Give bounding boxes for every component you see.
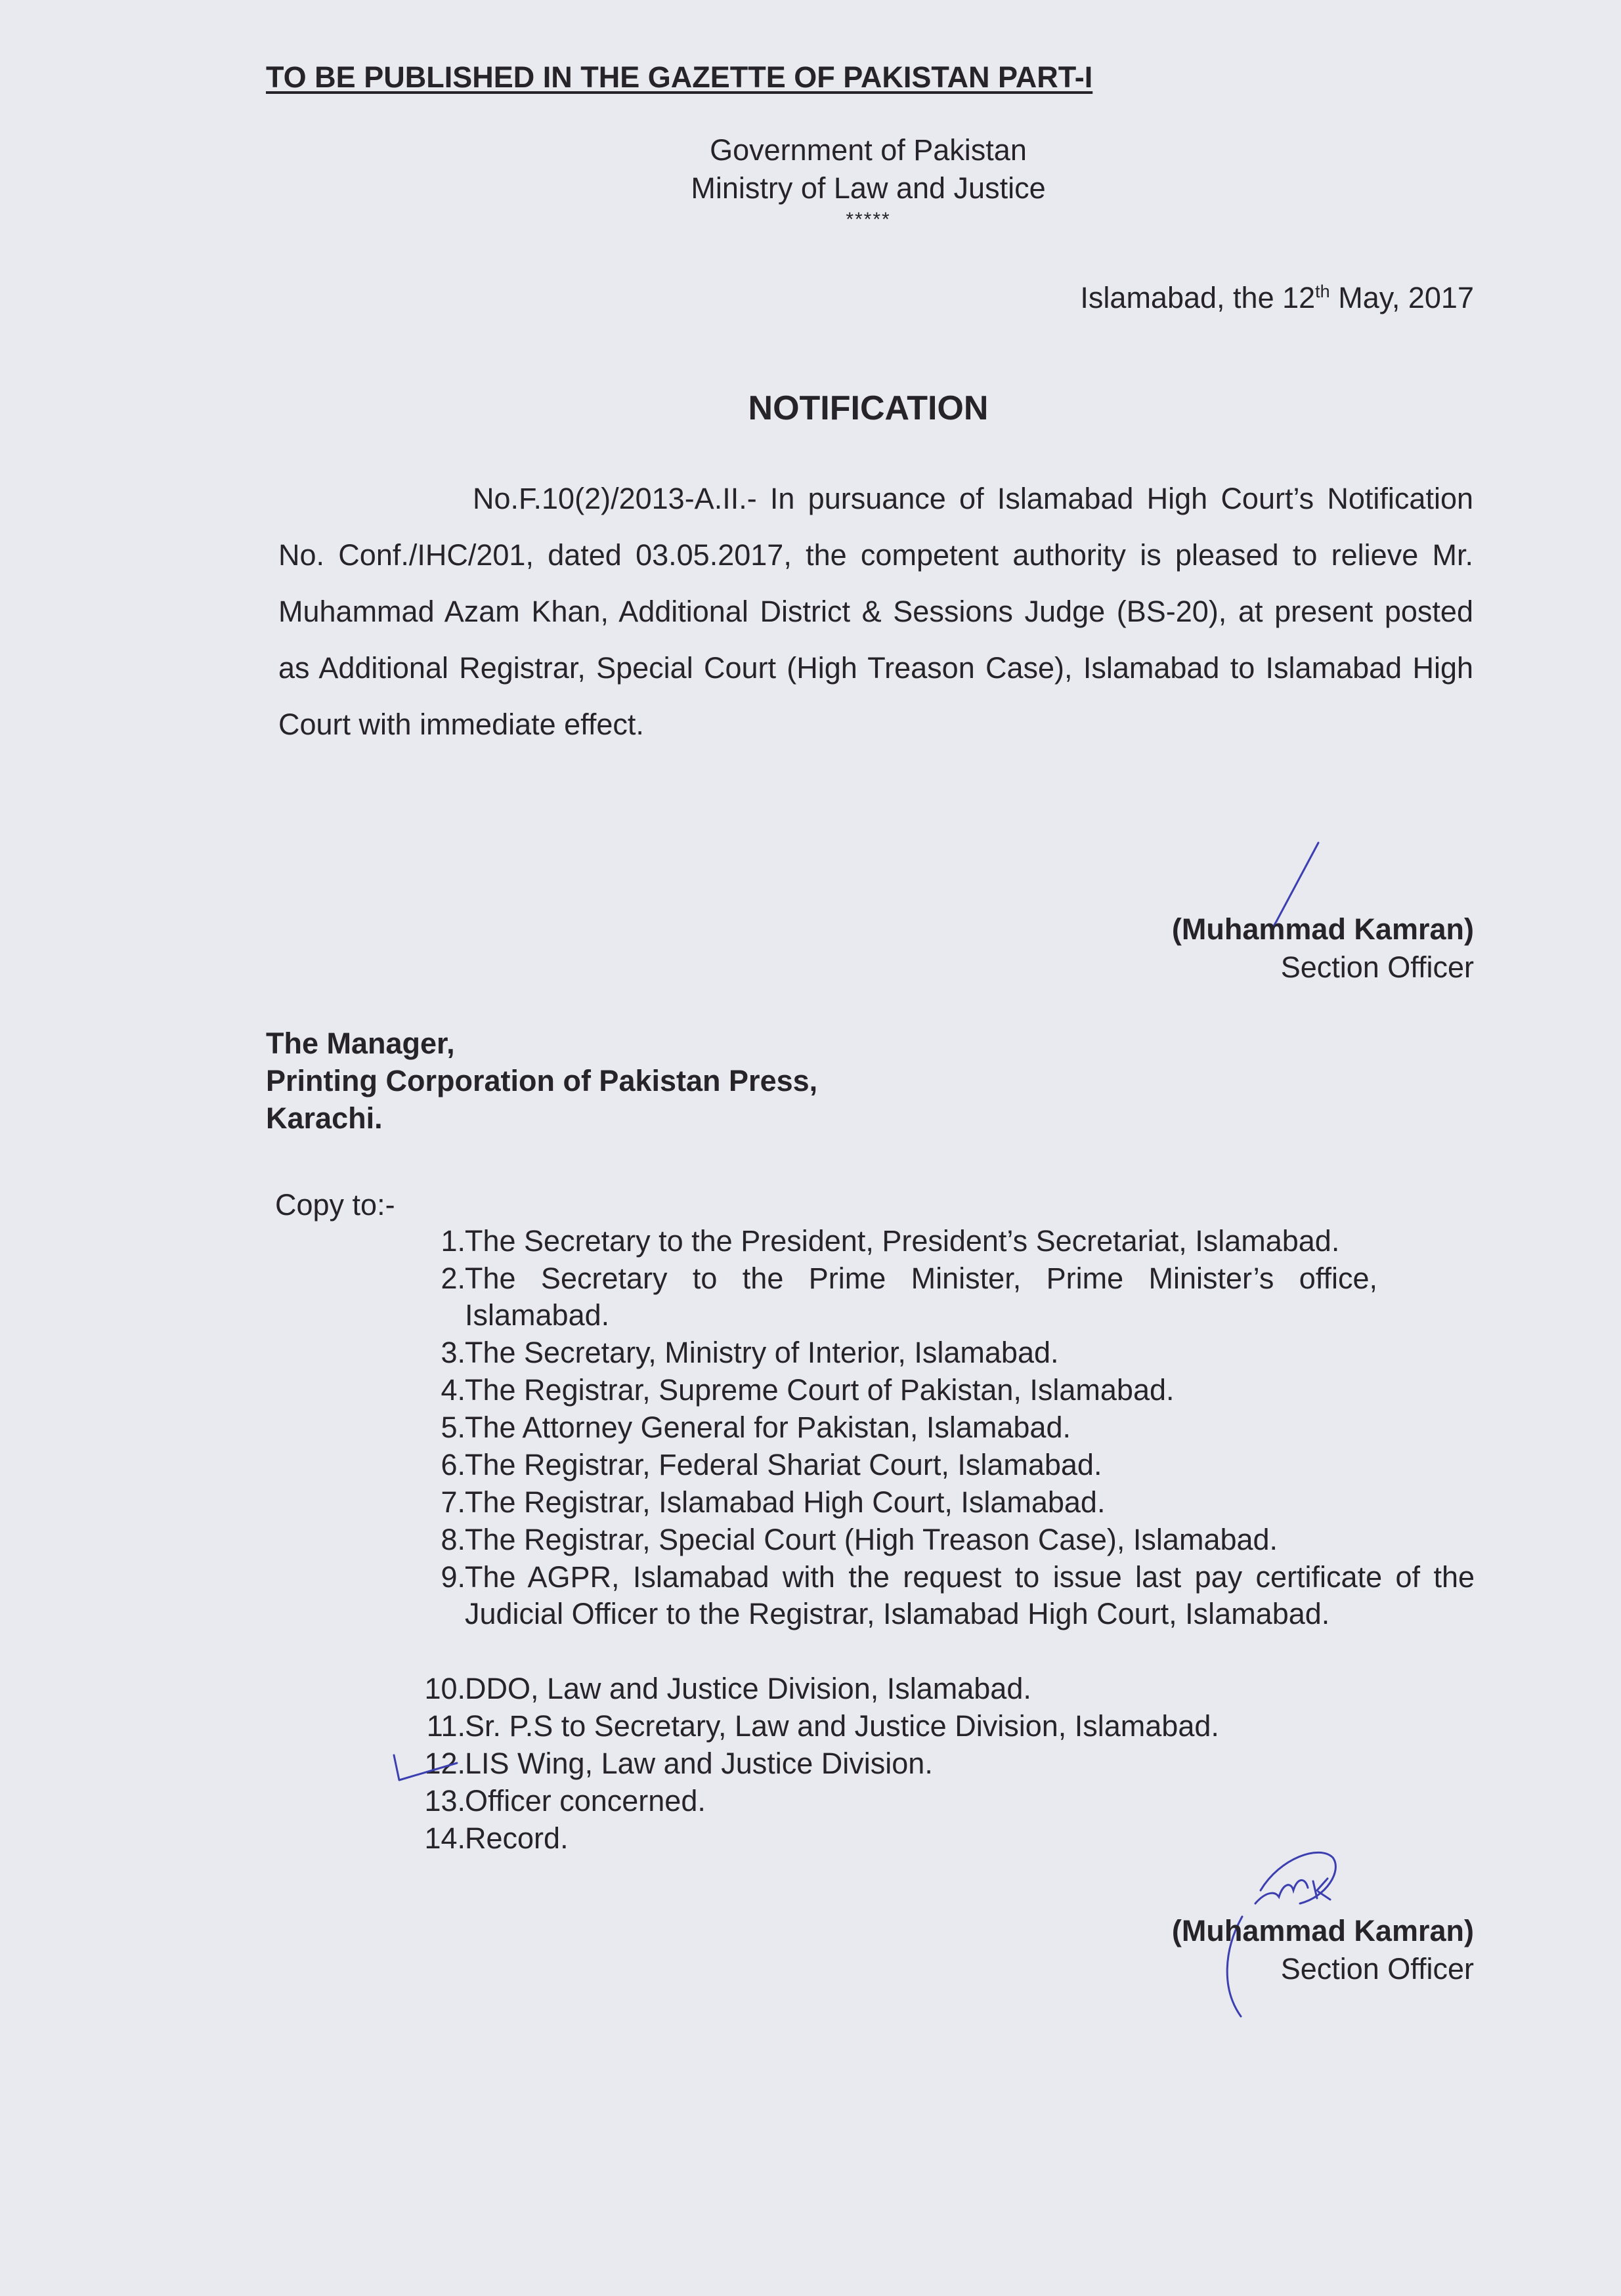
list-text: The Secretary, Ministry of Interior, Islamabad. xyxy=(465,1336,1059,1369)
addressee-line-1: The Manager, xyxy=(266,1027,455,1060)
list-text: The Registrar, Federal Shariat Court, Islamabad. xyxy=(465,1448,1102,1481)
list-number: 1. xyxy=(441,1224,465,1258)
list-number: 12. xyxy=(424,1747,465,1780)
list-text: Sr. P.S to Secretary, Law and Justice Division, Islamabad. xyxy=(465,1709,1219,1743)
addressee-line-2: Printing Corporation of Pakistan Press, xyxy=(266,1064,818,1097)
addressee-line-3: Karachi. xyxy=(266,1101,383,1135)
list-text: The Secretary to the President, President’s Secretariat, Islamabad. xyxy=(465,1224,1340,1258)
list-text: The Registrar, Special Court (High Treason Case), Islamabad. xyxy=(465,1523,1278,1556)
list-number: 7. xyxy=(441,1485,465,1519)
signatory-designation-1: Section Officer xyxy=(1280,950,1474,984)
list-text: The AGPR, Islamabad with the request to issue last pay certificate of the Judicial Officer to the Registrar, Islamabad High Court, Islamabad. xyxy=(465,1560,1475,1630)
list-number: 10. xyxy=(424,1672,465,1705)
list-text: DDO, Law and Justice Division, Islamabad. xyxy=(465,1672,1031,1705)
government-line: Government of Pakistan xyxy=(710,133,1027,167)
signatory-name-1: (Muhammad Kamran) xyxy=(1171,912,1474,946)
list-text: The Registrar, Islamabad High Court, Islamabad. xyxy=(465,1485,1106,1519)
signatory-name-2: (Muhammad Kamran) xyxy=(1171,1914,1474,1947)
list-text: The Secretary to the Prime Minister, Prime Minister’s office, Islamabad. xyxy=(465,1262,1377,1332)
list-number: 6. xyxy=(441,1448,465,1481)
notification-body: No.F.10(2)/2013-A.II.- In pursuance of Islamabad High Court’s Notification No. Conf./IHC/201, dated 03.05.2017, the competent authority is pleased to relieve Mr. Muhammad Azam Khan, Additional District & Sessions Judge (BS-20), at present posted as Additional Registrar, Special Court (High Treason Case), Islamabad to Islamabad High Court with immediate effect. xyxy=(278,482,1473,741)
list-text: LIS Wing, Law and Justice Division. xyxy=(465,1747,933,1780)
list-number: 3. xyxy=(441,1336,465,1369)
list-text: The Attorney General for Pakistan, Islamabad. xyxy=(465,1411,1071,1444)
list-number: 2. xyxy=(441,1262,465,1295)
date-line xyxy=(1080,281,1474,315)
separator-stars: ***** xyxy=(846,209,891,230)
notification-title: NOTIFICATION xyxy=(748,389,989,427)
signatory-designation-2: Section Officer xyxy=(1280,1952,1474,1986)
addressee-block xyxy=(266,1025,817,1137)
list-number: 9. xyxy=(441,1560,465,1594)
list-number: 14. xyxy=(424,1821,465,1855)
list-number: 13. xyxy=(424,1784,465,1818)
tick-mark xyxy=(391,1746,464,1785)
list-text: Record. xyxy=(465,1821,569,1855)
gazette-heading: TO BE PUBLISHED IN THE GAZETTE OF PAKISTAN PART-I xyxy=(266,60,1093,94)
list-text: Officer concerned. xyxy=(465,1784,706,1818)
list-text: The Registrar, Supreme Court of Pakistan, Islamabad. xyxy=(465,1373,1175,1407)
list-number: 8. xyxy=(441,1523,465,1556)
list-number: 4. xyxy=(441,1373,465,1407)
date-suffix: May, 2017 xyxy=(1329,281,1474,314)
copy-to-label: Copy to:- xyxy=(275,1188,395,1222)
date-prefix: Islamabad, the 12 xyxy=(1080,281,1316,314)
list-number: 5. xyxy=(441,1411,465,1444)
ministry-line: Ministry of Law and Justice xyxy=(691,171,1046,205)
date-ordinal: th xyxy=(1315,282,1330,301)
list-number: 11. xyxy=(426,1709,465,1743)
